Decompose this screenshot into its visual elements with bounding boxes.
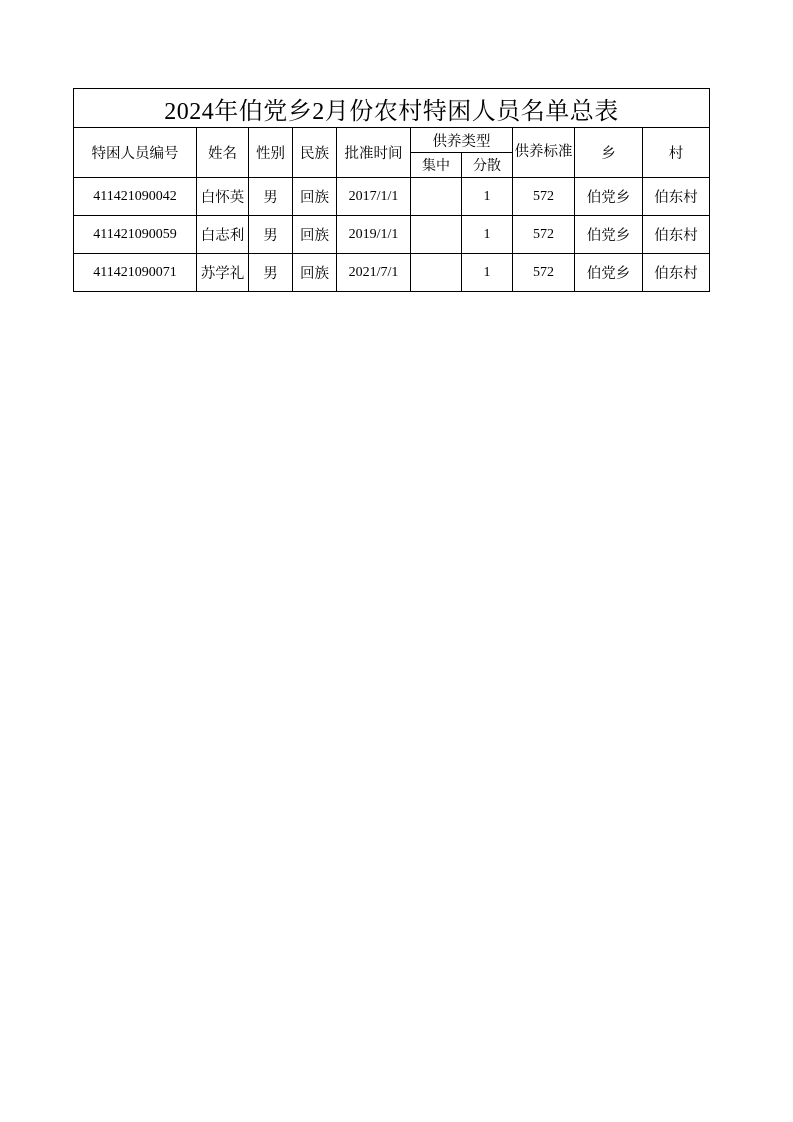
cell-village: 伯东村 (643, 178, 710, 216)
cell-dispersed: 1 (462, 216, 513, 254)
column-header-approval-time: 批准时间 (337, 128, 411, 178)
cell-village: 伯东村 (643, 254, 710, 292)
cell-gender: 男 (249, 216, 293, 254)
cell-approval-time: 2021/7/1 (337, 254, 411, 292)
cell-name: 白志利 (197, 216, 249, 254)
table-row (74, 254, 710, 292)
cell-dispersed: 1 (462, 178, 513, 216)
table-header-row-primary (74, 128, 710, 153)
cell-township: 伯党乡 (575, 178, 643, 216)
column-header-ethnicity: 民族 (293, 128, 337, 178)
cell-name: 苏学礼 (197, 254, 249, 292)
cell-standard: 572 (513, 178, 575, 216)
cell-standard: 572 (513, 216, 575, 254)
table-title-row (74, 89, 710, 128)
column-header-support-standard: 供养标准 (513, 128, 575, 178)
table-row (74, 216, 710, 254)
column-header-gender: 性别 (249, 128, 293, 178)
cell-concentrated (411, 254, 462, 292)
cell-concentrated (411, 216, 462, 254)
cell-gender: 男 (249, 254, 293, 292)
cell-ethnicity: 回族 (293, 254, 337, 292)
cell-standard: 572 (513, 254, 575, 292)
column-header-id: 特困人员编号 (74, 128, 197, 178)
cell-concentrated (411, 178, 462, 216)
cell-gender: 男 (249, 178, 293, 216)
cell-village: 伯东村 (643, 216, 710, 254)
column-header-support-type: 供养类型 (411, 128, 513, 153)
cell-approval-time: 2017/1/1 (337, 178, 411, 216)
cell-id: 411421090042 (74, 178, 197, 216)
column-header-concentrated: 集中 (411, 153, 462, 178)
cell-dispersed: 1 (462, 254, 513, 292)
column-header-township: 乡 (575, 128, 643, 178)
column-header-dispersed: 分散 (462, 153, 513, 178)
cell-approval-time: 2019/1/1 (337, 216, 411, 254)
column-header-name: 姓名 (197, 128, 249, 178)
table-row (74, 178, 710, 216)
cell-ethnicity: 回族 (293, 216, 337, 254)
column-header-village: 村 (643, 128, 710, 178)
cell-township: 伯党乡 (575, 216, 643, 254)
cell-name: 白怀英 (197, 178, 249, 216)
cell-township: 伯党乡 (575, 254, 643, 292)
cell-id: 411421090071 (74, 254, 197, 292)
cell-ethnicity: 回族 (293, 178, 337, 216)
page-title: 2024年伯党乡2月份农村特困人员名单总表 (74, 89, 710, 128)
cell-id: 411421090059 (74, 216, 197, 254)
special-hardship-personnel-table (73, 88, 710, 292)
